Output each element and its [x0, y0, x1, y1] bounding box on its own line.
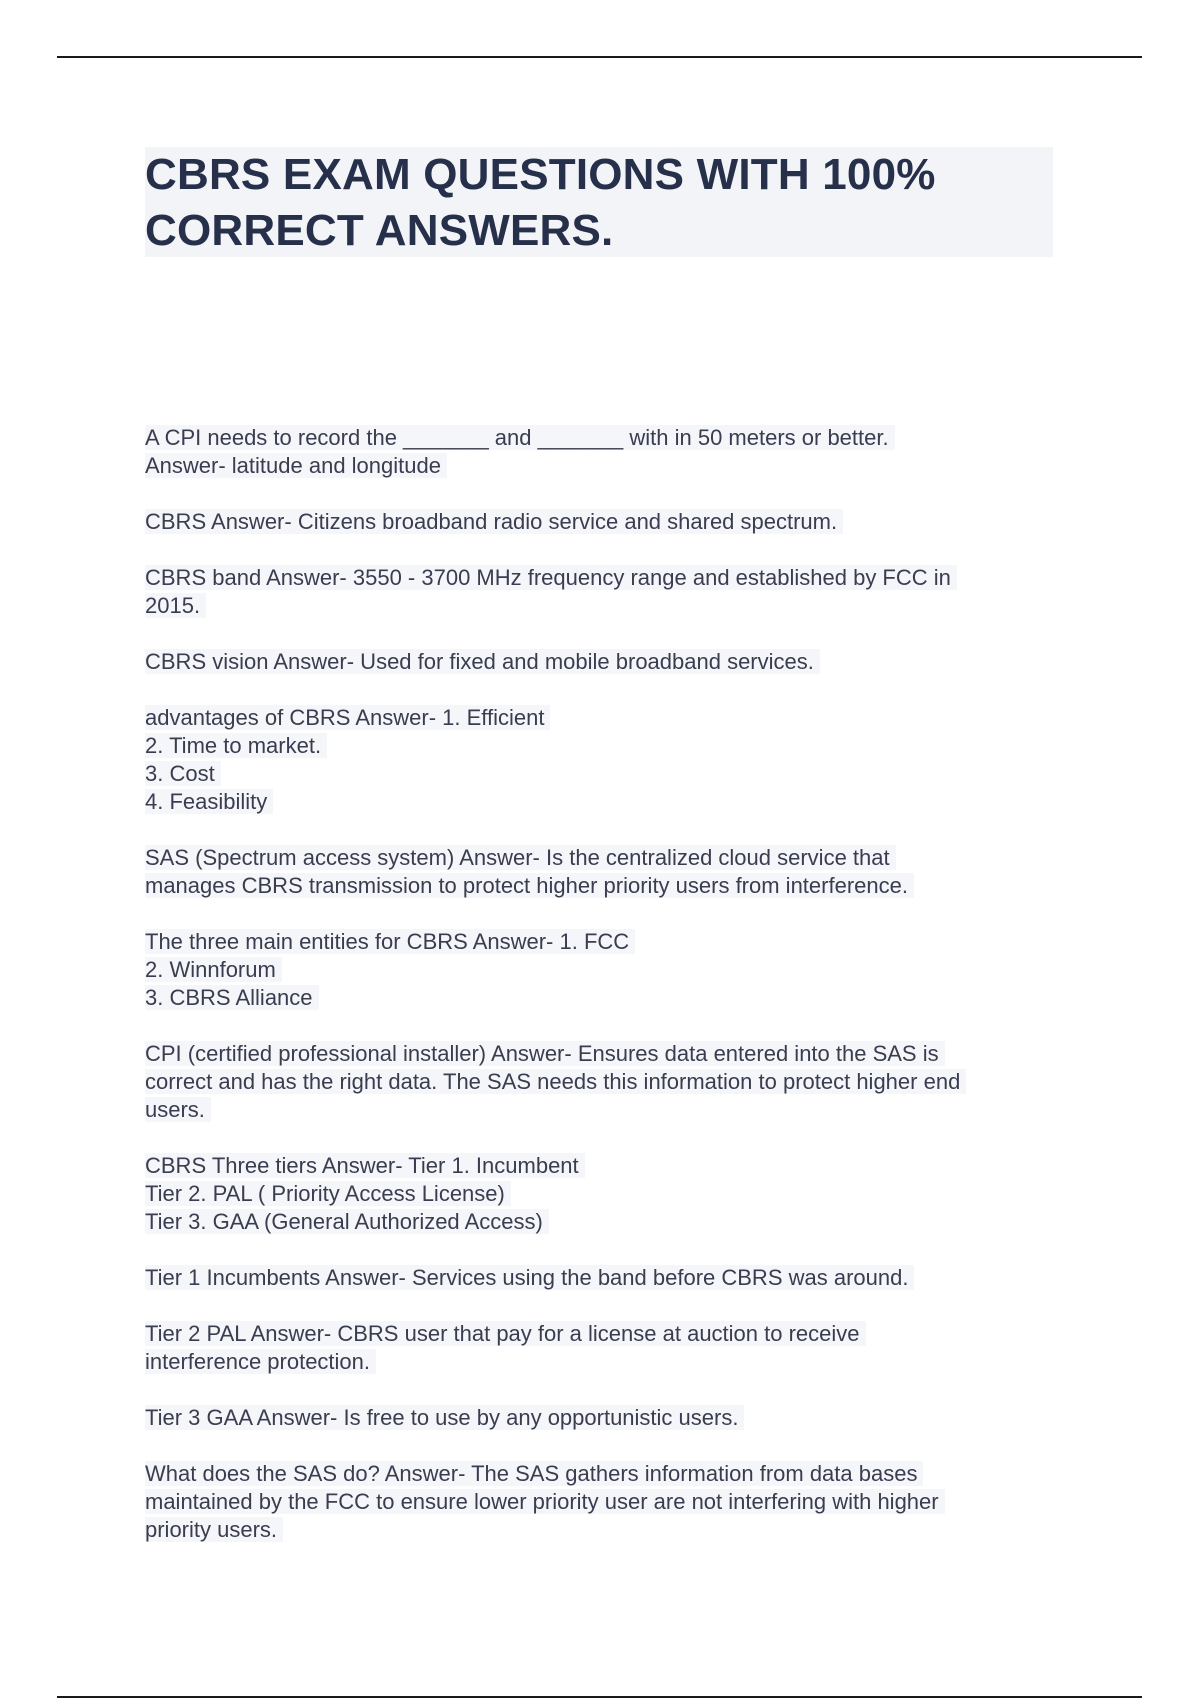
qa-text: SAS (Spectrum access system) Answer- Is the centralized cloud service that manages CBRS transmission to protect higher priority users from interference.	[145, 845, 914, 898]
qa-item	[145, 1152, 1065, 1236]
qa-item	[145, 928, 1065, 1012]
bottom-rule	[57, 1696, 1142, 1698]
title-block	[145, 147, 1053, 257]
qa-item	[145, 648, 1065, 676]
document-title: CBRS EXAM QUESTIONS WITH 100% CORRECT ANSWERS.	[145, 150, 936, 255]
qa-item	[145, 1040, 1065, 1124]
qa-item	[145, 1404, 1065, 1432]
qa-text: CPI (certified professional installer) Answer- Ensures data entered into the SAS is correct and has the right data. The SAS needs this information to protect higher end users.	[145, 1041, 966, 1122]
qa-item	[145, 564, 1065, 620]
qa-text: A CPI needs to record the _______ and _______ with in 50 meters or better. Answer- latitude and longitude	[145, 425, 895, 478]
qa-text: CBRS vision Answer- Used for fixed and mobile broadband services.	[145, 649, 820, 674]
qa-text: CBRS Three tiers Answer- Tier 1. Incumbent Tier 2. PAL ( Priority Access License) Tier 3. GAA (General Authorized Access)	[145, 1153, 585, 1234]
qa-item	[145, 1460, 1065, 1544]
qa-item	[145, 424, 1065, 480]
qa-text: The three main entities for CBRS Answer- 1. FCC 2. Winnforum 3. CBRS Alliance	[145, 929, 635, 1010]
qa-text: Tier 2 PAL Answer- CBRS user that pay for a license at auction to receive interference protection.	[145, 1321, 866, 1374]
qa-list	[145, 424, 1065, 1544]
qa-item	[145, 844, 1065, 900]
qa-text: CBRS band Answer- 3550 - 3700 MHz frequency range and established by FCC in 2015.	[145, 565, 957, 618]
qa-item	[145, 1264, 1065, 1292]
qa-text: Tier 3 GAA Answer- Is free to use by any opportunistic users.	[145, 1405, 744, 1430]
qa-text: CBRS Answer- Citizens broadband radio service and shared spectrum.	[145, 509, 843, 534]
qa-item	[145, 508, 1065, 536]
qa-text: Tier 1 Incumbents Answer- Services using the band before CBRS was around.	[145, 1265, 914, 1290]
qa-item	[145, 704, 1065, 816]
top-rule	[57, 56, 1142, 58]
qa-text: What does the SAS do? Answer- The SAS gathers information from data bases maintained by the FCC to ensure lower priority user are not interfering with higher priority users.	[145, 1461, 945, 1542]
qa-text: advantages of CBRS Answer- 1. Efficient 2. Time to market. 3. Cost 4. Feasibility	[145, 705, 550, 814]
qa-item	[145, 1320, 1065, 1376]
